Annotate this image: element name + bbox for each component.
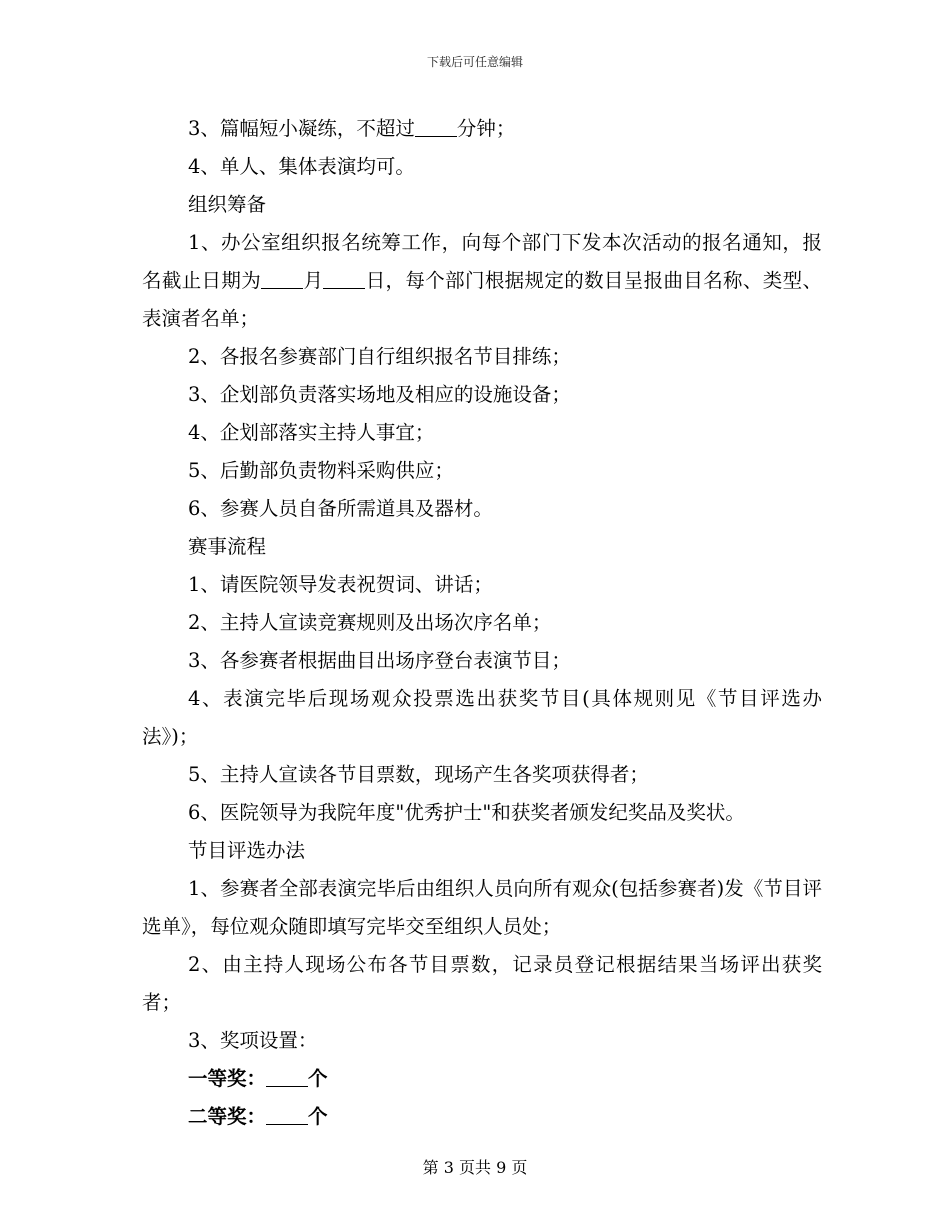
paragraph: 3、奖项设置： — [188, 1029, 318, 1052]
blank-field — [266, 1106, 308, 1125]
paragraph: 5、主持人宣读各节目票数，现场产生各奖项获得者； — [188, 763, 649, 786]
paragraph: 6、医院领导为我院年度"优秀护士"和获奖者颁发纪奖品及奖状。 — [188, 801, 745, 824]
paragraph: 1、参赛者全部表演完毕后由组织人员向所有观众(包括参赛者)发《节目评选单》，每位观众随即填写完毕交至组织人员处； — [142, 877, 822, 938]
paragraph: 5、后勤部负责物料采购供应； — [188, 459, 454, 482]
paragraph: 3、企划部负责落实场地及相应的设施设备； — [188, 383, 571, 406]
paragraph: 3、各参赛者根据曲目出场序登台表演节目； — [188, 649, 571, 672]
award-first-prize: 一等奖： 个 — [188, 1067, 328, 1090]
paragraph-duration: 3、篇幅短小凝练，不超过 分钟； — [188, 117, 516, 140]
paragraph: 2、由主持人现场公布各节目票数，记录员登记根据结果当场评出获奖者； — [142, 953, 822, 1014]
document-body — [142, 110, 822, 1136]
blank-field — [415, 118, 457, 137]
paragraph: 1、请医院领导发表祝贺词、讲话； — [188, 573, 493, 596]
paragraph: 6、参赛人员自备所需道具及器材。 — [188, 497, 493, 520]
blank-field — [266, 1068, 308, 1087]
blank-field — [323, 270, 365, 289]
paragraph: 4、单人、集体表演均可。 — [188, 155, 415, 178]
section-heading-evaluation: 节目评选办法 — [188, 839, 306, 862]
section-heading-process: 赛事流程 — [188, 535, 267, 558]
section-heading-organization: 组织筹备 — [188, 193, 267, 216]
paragraph: 4、企划部落实主持人事宜； — [188, 421, 435, 444]
paragraph: 2、主持人宣读竞赛规则及出场次序名单； — [188, 611, 552, 634]
page-header: 下载后可任意编辑 — [426, 55, 523, 69]
page-footer: 第 3 页共 9 页 — [422, 1158, 528, 1177]
paragraph: 4、表演完毕后现场观众投票选出获奖节目(具体规则见《节目评选办法》)； — [142, 687, 822, 748]
award-second-prize: 二等奖： 个 — [188, 1105, 328, 1128]
paragraph: 2、各报名参赛部门自行组织报名节目排练； — [188, 345, 571, 368]
blank-field — [261, 270, 303, 289]
paragraph-registration: 1、办公室组织报名统筹工作，向每个部门下发本次活动的报名通知，报名截止日期为 月 日，每个部门根据规定的数目呈报曲目名称、类型、表演者名单； — [142, 231, 822, 330]
